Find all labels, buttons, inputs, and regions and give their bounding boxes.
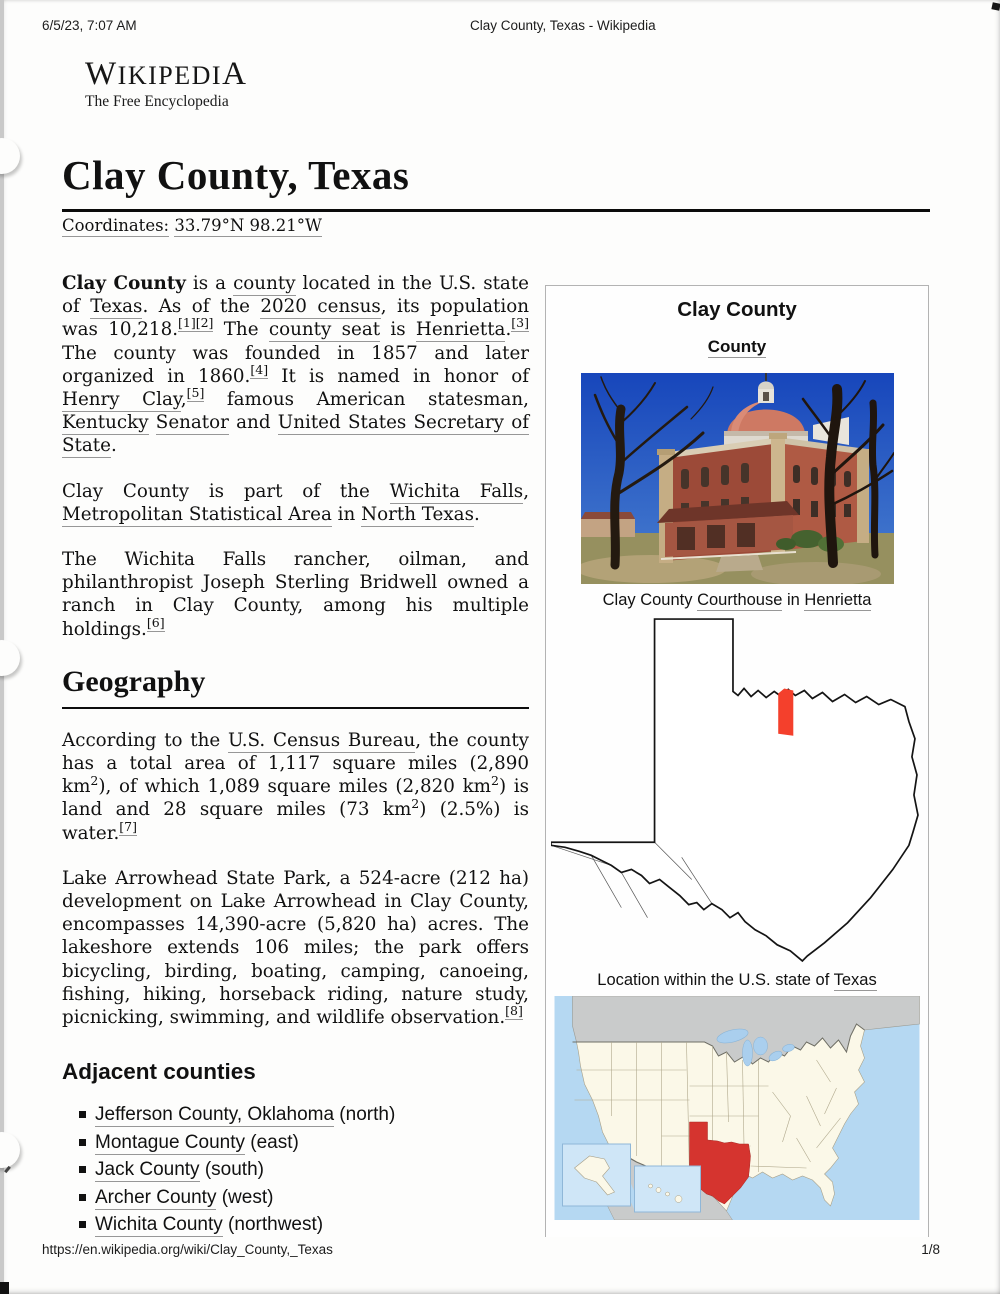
wikipedia-wordmark: WIKIPEDIA (85, 56, 248, 92)
list-item: Archer County (west) (62, 1184, 529, 1211)
infobox-title: Clay County (677, 298, 797, 321)
link[interactable]: U.S. Census Bureau (228, 729, 416, 751)
link[interactable]: Henry Clay (62, 389, 181, 411)
courthouse-caption: Clay County Courthouse in Henrietta (602, 591, 872, 609)
subsection-heading-adjacent-counties: Adjacent counties (62, 1059, 256, 1085)
link[interactable]: Henrietta (804, 591, 872, 609)
reference-link[interactable]: [5] (186, 384, 205, 400)
reference-link[interactable]: [1][2] (178, 315, 214, 331)
reference-link[interactable]: [8] (505, 1002, 523, 1018)
link[interactable]: Wichita County (95, 1213, 223, 1235)
reference-link[interactable]: [4] (250, 361, 269, 377)
link[interactable]: North Texas (361, 503, 474, 525)
reference-link[interactable]: [6] (146, 614, 165, 630)
wikipedia-tagline: The Free Encyclopedia (85, 93, 229, 110)
infobox-subtitle (546, 337, 928, 357)
link[interactable]: county seat (268, 319, 381, 341)
title-rule (62, 152, 930, 212)
geography-paragraph: According to the U.S. Census Bureau, the county has a total area of 1,117 square miles (2,890 $km^2$), of which 1,089 square miles (2,820 $km^2$) is land and 28 square miles (73 $km^2$) (2.5%) is water.[7] (62, 729, 530, 844)
us-location-map (554, 996, 920, 1220)
section-heading-geography: Geography (62, 665, 529, 709)
list-item: Jack County (south) (62, 1156, 529, 1183)
page-title: Clay County, Texas (62, 152, 410, 198)
lead-paragraph: Clay County is part of the Wichita Falls, Metropolitan Statistical Area in North Texas. (62, 480, 529, 525)
print-footer-url: https://en.wikipedia.org/wiki/Clay_County,_Texas (42, 1242, 333, 1257)
superscript: 2 (491, 773, 499, 789)
link[interactable]: Archer County (95, 1186, 217, 1208)
scan-artifact (0, 1132, 20, 1168)
scan-artifact (0, 1282, 9, 1294)
lead-paragraph: The Wichita Falls rancher, oilman, and philanthropist Joseph Sterling Bridwell owned a ranch in Clay County, among his multiple holdings.[6] (62, 549, 529, 640)
print-footer-page-number: 1/8 (921, 1242, 940, 1257)
link[interactable]: Jefferson County, Oklahoma (95, 1104, 335, 1126)
link[interactable]: 2020 census (260, 296, 381, 318)
scan-artifact (0, 138, 20, 174)
link[interactable]: Metropolitan Statistical Area (62, 503, 332, 525)
list-item: Montague County (east) (62, 1129, 529, 1156)
scan-artifact (0, 640, 20, 676)
lead-paragraph: Clay County is a county located in the U.S. state of Texas. As of the 2020 census, its population was 10,218.[1][2] The county seat is Henrietta.[3] The county was founded in 1857 and later organized in 1860.[4] It is named in honor of Henry Clay,[5] famous American statesman, Kentucky Senator and United States Secretary of State. (62, 273, 530, 457)
link[interactable]: Senator (155, 412, 229, 434)
wikipedia-logo (85, 56, 247, 111)
article-body (62, 272, 529, 1238)
infobox (545, 285, 929, 1237)
superscript: 2 (411, 796, 420, 812)
link[interactable]: Kentucky (62, 412, 149, 434)
link[interactable]: Texas (833, 971, 877, 989)
texas-county-map (551, 616, 923, 964)
clay-county-highlight (778, 688, 793, 735)
link[interactable]: United States Secretary of State (62, 412, 530, 457)
reference-link[interactable]: [7] (119, 818, 137, 834)
link[interactable]: Coordinates: (62, 216, 170, 235)
scan-artifact (991, 2, 1000, 11)
geography-paragraph: Lake Arrowhead State Park, a 524-acre (212 ha) development on Lake Arrowhead in Clay County, encompasses 14,390-acre (5,820 ha) acres. The lakeshore extends 106 miles; the park offers bicycling, birding, boating, camping, canoeing, fishing, hiking, horseback riding, nature study, picnicking, swimming, and wildlife observation.[8] (62, 867, 529, 1029)
bold-text: Clay County (62, 273, 186, 294)
link[interactable]: county (233, 273, 296, 294)
list-item: Wichita County (northwest) (62, 1211, 529, 1238)
print-doc-title: Clay County, Texas - Wikipedia (470, 18, 656, 33)
coordinates (62, 216, 322, 235)
superscript: 2 (90, 773, 99, 789)
link[interactable]: Wichita Falls (389, 480, 524, 502)
link[interactable]: 33.79°N 98.21°W (174, 216, 322, 235)
list-item: Jefferson County, Oklahoma (north) (62, 1101, 529, 1128)
reference-link[interactable]: [3] (511, 315, 529, 331)
link[interactable]: County (707, 337, 767, 356)
link[interactable]: Courthouse (697, 591, 783, 609)
link[interactable]: Henrietta (415, 319, 506, 341)
link[interactable]: Montague County (95, 1131, 245, 1153)
link[interactable]: Jack County (95, 1159, 200, 1181)
texas-map-caption: Location within the U.S. state of Texas (597, 971, 877, 989)
adjacent-counties-list (62, 1101, 529, 1238)
print-timestamp: 6/5/23, 7:07 AM (42, 18, 137, 33)
courthouse-photo (581, 373, 894, 584)
link[interactable]: Texas (90, 296, 143, 318)
